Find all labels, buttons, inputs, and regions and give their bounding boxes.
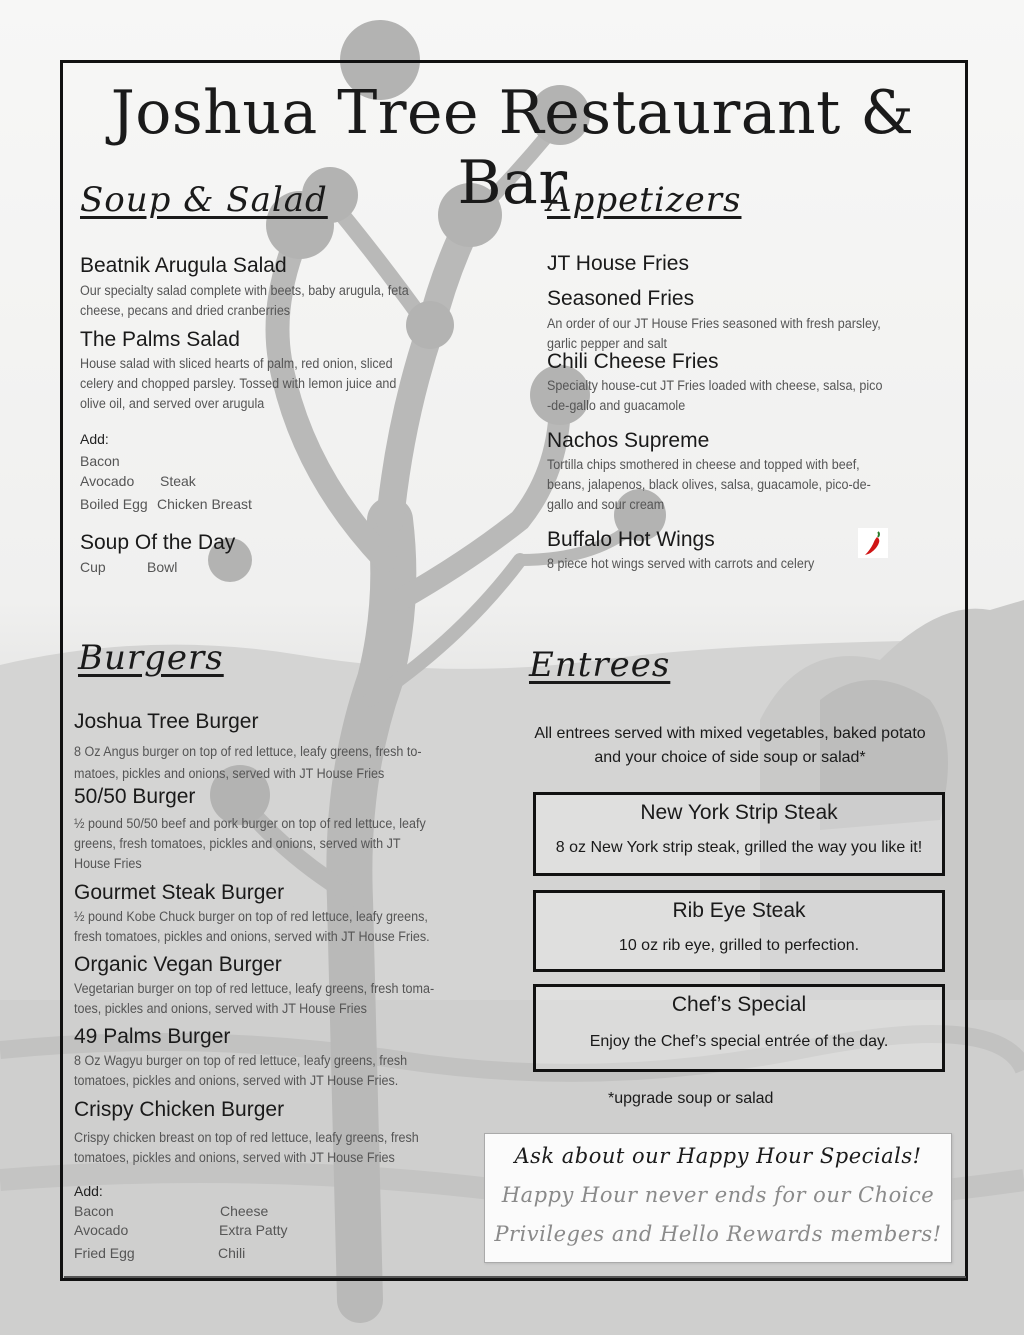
salad-add-label: Add: [80, 431, 109, 447]
salad-add-option: Boiled Egg [80, 496, 148, 512]
burger-add-option: Extra Patty [219, 1222, 288, 1238]
menu-item-description: House salad with sliced hearts of palm, red onion, sliced celery and chopped parsley. Tossed with lemon juice and olive oil, and served over arugula [80, 356, 397, 411]
menu-item-description: 8 Oz Wagyu burger on top of red lettuce, leafy greens, fresh tomatoes, pickles and onions, served with JT House Fries. [74, 1053, 408, 1088]
menu-item-description: Our specialty salad complete with beets, baby arugula, feta cheese, pecans and dried cranberries [80, 283, 409, 318]
menu-item-description: ½ pound 50/50 beef and pork burger on top of red lettuce, leafy greens, fresh tomatoes, pickles and onions, served with JT House Fries [74, 816, 426, 871]
chili-pepper-icon [858, 528, 888, 558]
burger-add-option: Bacon [74, 1203, 114, 1219]
burger-add-option: Chili [218, 1245, 246, 1261]
burger-add-option: Avocado [74, 1222, 129, 1238]
happy-hour-text: Happy Hour never ends for our Choice [501, 1183, 935, 1207]
entree-name: Chef’s Special [671, 993, 807, 1016]
menu-item-description: An order of our JT House Fries seasoned with fresh parsley, garlic pepper and salt [547, 316, 881, 351]
menu-item-name: Organic Vegan Burger [74, 953, 282, 976]
salad-add-option: Steak [160, 473, 196, 489]
menu-item-name: Nachos Supreme [547, 429, 710, 452]
entrees-heading: Entrees [529, 645, 671, 685]
appetizers-heading: Appetizers [547, 180, 742, 220]
burger-add-label: Add: [74, 1183, 103, 1199]
menu-item-name: Seasoned Fries [547, 287, 695, 310]
menu-item-name: Gourmet Steak Burger [74, 881, 285, 904]
entree-name: New York Strip Steak [640, 801, 838, 824]
entree-name: Rib Eye Steak [672, 899, 806, 922]
soup-size-option: Cup [80, 559, 106, 575]
burgers-heading: Burgers [78, 638, 224, 678]
happy-hour-text: Privileges and Hello Rewards members! [494, 1222, 942, 1246]
menu-item-description: Tortilla chips smothered in cheese and topped with beef, beans, jalapenos, black olives, salsa, guacamole, pico-de- gallo and sour cream [547, 457, 871, 512]
menu-item-name: 49 Palms Burger [74, 1025, 231, 1048]
menu-item-description: ½ pound Kobe Chuck burger on top of red lettuce, leafy greens, fresh tomatoes, pickles and onions, served with JT House Fries. [74, 909, 430, 944]
menu-item-description: Vegetarian burger on top of red lettuce, leafy greens, fresh toma- toes, pickles and onions, served with JT House Fries [74, 981, 435, 1016]
menu-item-name: JT House Fries [547, 252, 689, 275]
menu-item-name: Chili Cheese Fries [547, 350, 719, 373]
happy-hour-box [484, 1133, 952, 1263]
salad-add-option: Bacon [80, 453, 120, 469]
menu-item-description: Crispy chicken breast on top of red lettuce, leafy greens, fresh tomatoes, pickles and onions, served with JT House Fries [74, 1130, 419, 1165]
soup-salad-heading: Soup & Salad [80, 180, 328, 220]
entrees-footnote: *upgrade soup or salad [608, 1090, 774, 1107]
menu-item-name: 50/50 Burger [74, 785, 196, 808]
menu-item-name: The Palms Salad [80, 328, 240, 351]
entree-description: Enjoy the Chef’s special entrée of the day. [589, 1033, 889, 1050]
menu-item-name: Buffalo Hot Wings [547, 528, 715, 551]
happy-hour-headline: Ask about our Happy Hour Specials! [514, 1144, 922, 1168]
menu-item-description: Specialty house-cut JT Fries loaded with cheese, salsa, pico -de-gallo and guacamole [547, 378, 883, 413]
salad-add-option: Chicken Breast [157, 496, 252, 512]
soup-size-option: Bowl [147, 559, 178, 575]
menu-item-name: Joshua Tree Burger [74, 710, 259, 733]
entree-description: 8 oz New York strip steak, grilled the way you like it! [555, 839, 923, 856]
burger-add-option: Cheese [220, 1203, 269, 1219]
menu-item-name: Crispy Chicken Burger [74, 1098, 285, 1121]
menu-item-description: 8 piece hot wings served with carrots and celery [547, 556, 815, 571]
menu-item-description: 8 Oz Angus burger on top of red lettuce, leafy greens, fresh to- matoes, pickles and onions, served with JT House Fries [74, 744, 422, 781]
frame-shadow [64, 1276, 966, 1278]
entree-box [533, 984, 945, 1072]
menu-item-name: Soup Of the Day [80, 531, 236, 554]
burger-add-option: Fried Egg [74, 1245, 135, 1261]
salad-add-option: Avocado [80, 473, 135, 489]
restaurant-title: Joshua Tree Restaurant & Bar [110, 78, 915, 218]
entrees-intro: All entrees served with mixed vegetables, baked potato and your choice of side soup or salad* [534, 725, 926, 766]
entree-box [533, 890, 945, 972]
entree-box [533, 792, 945, 876]
entree-description: 10 oz rib eye, grilled to perfection. [618, 937, 860, 954]
menu-item-name: Beatnik Arugula Salad [80, 254, 287, 277]
